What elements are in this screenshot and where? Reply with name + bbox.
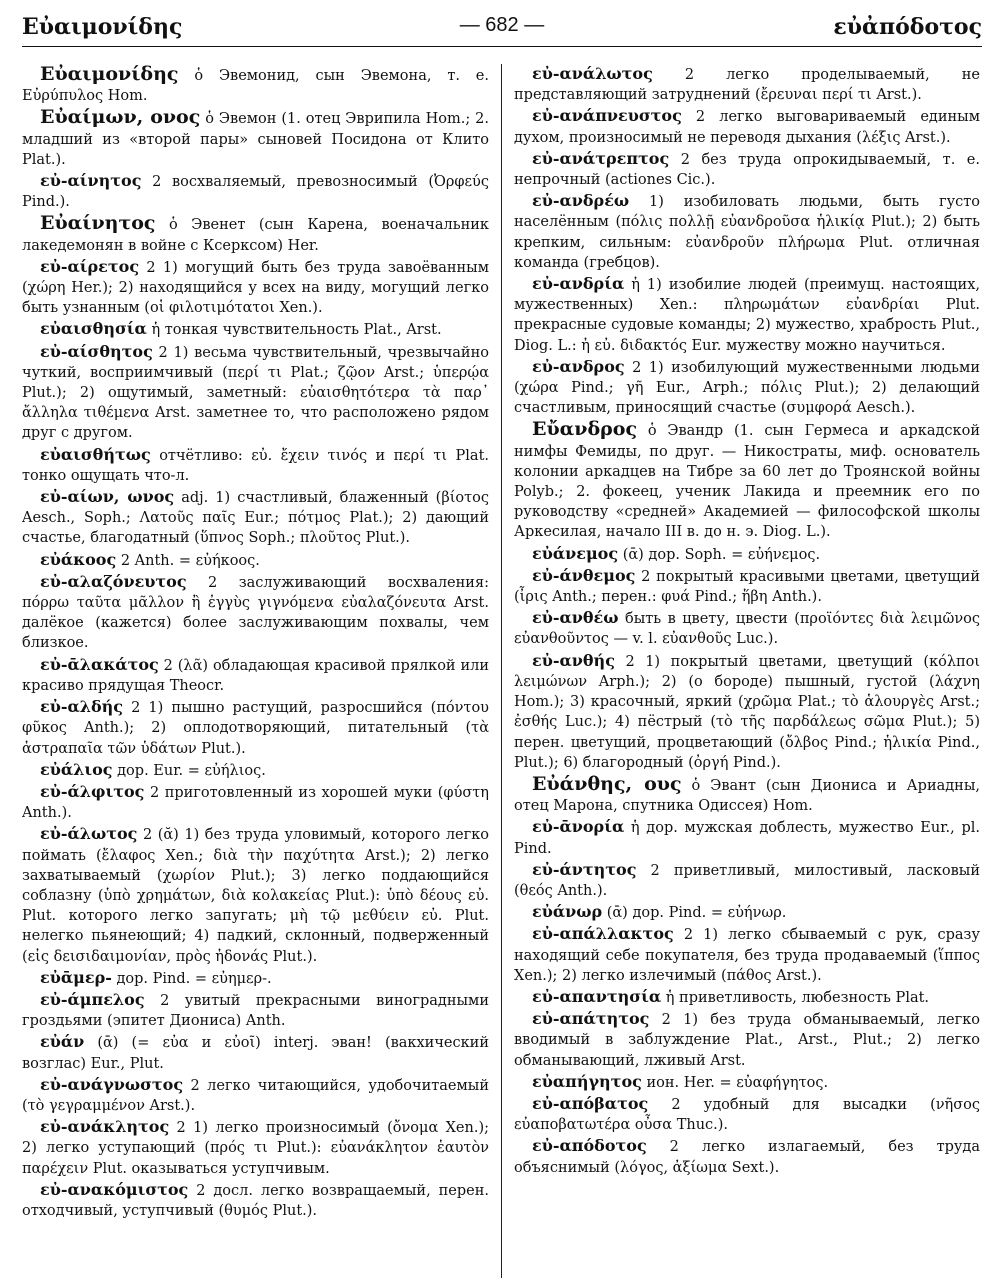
entry-headword: εὐ-αλδής: [40, 697, 124, 717]
entry-headword: εὐ-ᾱνορία: [532, 817, 625, 837]
entry-headword: εὐᾱμερ-: [40, 967, 112, 987]
dictionary-entry: [514, 651, 980, 773]
entry-definition: 1) изобиловать людьми, быть густо населённым (πόλις πολλῇ εὐανδροῦσα ἡλικίᾳ Plut.); 2) быть крепким, сильным: εὐανδροῦν πλήρωμα Plut. отличная команда (гребцов).: [514, 194, 980, 271]
entry-definition: 2 увитый прекрасными виноградными гроздьями (эпитет Диониса) Anth.: [22, 992, 489, 1030]
entry-definition: (ᾱ) дор. Soph. = εὐήνεμος.: [618, 546, 821, 563]
entry-headword: εὐ-απάτητος: [532, 1009, 650, 1029]
dictionary-entry: [514, 987, 980, 1008]
entry-headword: Εὐάνθης, ους: [532, 772, 682, 795]
entry-definition: 2 легко излагаемый, без труда объяснимый (λόγος, ἀξίωμα Sext.).: [514, 1139, 980, 1176]
entry-headword: εὐ-αλαζόνευτος: [40, 571, 187, 591]
page-header: [22, 8, 982, 47]
entry-headword: εὐάκοος: [40, 549, 117, 569]
entry-definition: дор. Eur. = εὐήλιος.: [112, 762, 266, 779]
entry-headword: εὐ-ανδρέω: [532, 191, 630, 211]
entry-definition: 2 легко выговариваемый единым духом, произносимый не переводя дыхания (λέξις Arst.).: [514, 109, 980, 146]
entry-headword: εὐάνωρ: [532, 902, 603, 922]
dictionary-entry: [514, 1094, 980, 1135]
entry-definition: (ᾱ) дор. Pind. = εὐήνωρ.: [602, 905, 787, 922]
entry-headword: εὐάν: [40, 1032, 85, 1052]
dictionary-entry: [22, 319, 489, 340]
dictionary-entry: [514, 1009, 980, 1071]
entry-definition: ὁ Эвант (сын Диониса и Ариадны, отец Марона, спутника Одиссея) Hom.: [514, 777, 980, 815]
entry-definition: ион. Her. = εὐαφήγητος.: [641, 1074, 829, 1091]
dictionary-entry: [22, 782, 489, 823]
dictionary-entry: [514, 774, 980, 816]
left-column: [22, 64, 501, 1278]
entry-definition: 2 (ᾰ) 1) без труда уловимый, которого легко поймать (ἔλαφος Xen.; διὰ τὴν παχύτητα Arst.); 2) легко захватываемый (χωρίον Plut.); 3) легко поддающийся соблазну (ὑπὸ χρημάτων, διὰ κολακείας Plut.): ὑπὸ δέους εὐ. Plut. которого легко запугать; μὴ τῷ μεθύειν εὐ. Plut. нелегко пьянеющий; 4) падкий, склонный, подверженный (εἰς δεισιδαιμονίαν, πρὸς ἡδονάς Plut.).: [22, 827, 489, 965]
entry-definition: 2 восхваляемый, превозносимый (Ὀρφεύς Pind.).: [22, 174, 489, 211]
entry-definition: ἡ дор. мужская доблесть, мужество Eur., pl. Pind.: [514, 820, 980, 857]
header-last-word: εὐἀπόδοτος: [833, 14, 982, 40]
dictionary-entry: [22, 1180, 489, 1221]
page-number: — 682 —: [459, 14, 545, 36]
entry-definition: ὁ Эвенет (сын Карена, военачальник лакедемонян в войне с Ксерксом) Her.: [22, 217, 489, 254]
dictionary-entry: [22, 1032, 489, 1073]
entry-headword: εὐ-αίσθητος: [40, 341, 153, 361]
dictionary-entry: [514, 357, 980, 419]
entry-headword: εὐάλιος: [40, 759, 113, 779]
entry-definition: 2 легко проделываемый, не представляющий затруднений (ἔρευναι περί τι Arst.).: [514, 67, 980, 104]
dictionary-entry: [22, 990, 489, 1031]
entry-headword: εὐ-ανάλωτος: [532, 64, 653, 83]
dictionary-entry: [22, 1075, 489, 1116]
dictionary-entry: [514, 274, 980, 356]
entry-headword: Εὐαίνητος: [40, 212, 156, 235]
entry-headword: εὐαπήγητος: [532, 1071, 642, 1091]
entry-headword: εὐ-άλφιτος: [40, 781, 145, 801]
dictionary-entry: [22, 257, 489, 319]
header-first-word: Εὐαιμονίδης: [22, 14, 183, 40]
entry-definition: дор. Pind. = εὐημερ-.: [111, 970, 272, 987]
dictionary-entry: [514, 1136, 980, 1177]
dictionary-entry: [514, 191, 980, 273]
entry-headword: εὐ-απάλλακτος: [532, 924, 674, 944]
dictionary-entry: [22, 572, 489, 654]
entry-definition: быть в цвету, цвести (προϊόντες διὰ λειμῶνος εὐανθοῦντος — v. l. εὐανθοῦς Luc.).: [514, 611, 980, 648]
dictionary-entry: [22, 824, 489, 966]
entry-headword: εὐ-αίνητος: [40, 171, 142, 191]
entry-definition: 2 заслуживающий восхваления: πόρρω ταῦτα μᾶλλον ἢ ἐγγὺς γιγνόμενα εὐαλαζόνευτα Arst. далёкое (кажется) более заслуживающим похвалы, чем близкое.: [22, 574, 489, 652]
entry-headword: εὐ-αίων, ωνος: [40, 487, 175, 507]
entry-definition: 2 1) покрытый цветами, цветущий (κόλποι λειμώνων Arph.); 2) (о бороде) пышный, густой (λάχνη Hom.); 3) красочный, яркий (χρῶμα Plat.; τὸ ἁλουργὲς Arst.; ἐσθής Luc.); 4) пёстрый (τὸ τῆς παρδάλεως σῶμα Plut.); 5) перен. цветущий, процветающий (ὄλβος Pind.; ἡλικία Pind., Plut.); 6) благородный (ὀργή Pind.).: [514, 653, 980, 771]
entry-definition: 2 досл. легко возвращаемый, перен. отходчивый, уступчивый (θυμός Plut.).: [22, 1182, 489, 1219]
dictionary-entry: [22, 107, 489, 170]
entry-headword: εὐ-ανθέω: [532, 608, 619, 628]
entry-definition: ὁ Эвандр (1. сын Гермеса и аркадской нимфы Фемиды, по друг. — Никостраты, миф. основатель колонии аркадцев на Тибре за 60 лет до Троянской войны Polyb.; 2. фокеец, ученик Лакида и преемник его по руководству «средней» Академией — философской школы Аркесилая, начало III в. до н. э. Diog. L.).: [514, 423, 980, 541]
entry-headword: Εὐαιμονίδης: [40, 64, 179, 85]
entry-headword: εὐ-ανάτρεπτος: [532, 148, 670, 168]
dictionary-entry: [514, 419, 980, 542]
dictionary-entry: [514, 106, 980, 147]
entry-headword: Εὔανδρος: [532, 418, 638, 441]
entry-headword: εὐ-ανδρία: [532, 274, 625, 294]
entry-headword: εὐ-ᾱλακάτος: [40, 654, 159, 674]
entry-definition: 2 приветливый, милостивый, ласковый (θεός Anth.).: [514, 862, 980, 899]
dictionary-entry: [514, 902, 980, 923]
right-column: [501, 64, 980, 1278]
entry-definition: 2 1) легко произносимый (ὄνομα Xen.); 2) легко уступающий (πρός τι Plut.): εὐανάκλητον ἑαυτὸν παρέχειν Plut. оказываться уступчивым.: [22, 1120, 489, 1177]
entry-headword: εὐ-άμπελος: [40, 989, 145, 1009]
dictionary-entry: [514, 817, 980, 858]
entry-definition: 2 покрытый красивыми цветами, цветущий (ἶρις Anth.; перен.: φυά Pind.; ἥβη Anth.).: [514, 568, 980, 606]
dictionary-entry: [22, 760, 489, 781]
dictionary-entry: [22, 550, 489, 571]
dictionary-entry: [514, 924, 980, 986]
dictionary-entry: [514, 608, 980, 649]
entry-headword: εὐ-ανθής: [532, 650, 615, 670]
dictionary-entry: [22, 697, 489, 759]
dictionary-entry: [22, 487, 489, 549]
entry-definition: 2 без труда опрокидываемый, т. е. непрочный (actiones Cic.).: [514, 151, 980, 189]
entry-definition: 2 легко читающийся, удобочитаемый (τὸ γεγραμμένον Arst.).: [22, 1077, 489, 1114]
entry-headword: εὐ-άνθεμος: [532, 565, 636, 585]
dictionary-entry: [514, 566, 980, 607]
entry-headword: εὐ-ανάκλητος: [40, 1117, 170, 1137]
entry-definition: 2 1) без труда обманываемый, легко вводимый в заблуждение Plat., Arst., Plut.; 2) легко обманывающий, лживый Arst.: [514, 1012, 980, 1069]
dictionary-entry: [22, 171, 489, 212]
dictionary-entry: [22, 655, 489, 696]
entry-definition: 2 1) могущий быть без труда завоёванным (χώρη Her.); 2) находящийся у всех на виду, могущий легко быть узнанным (οἱ φιλοτιμότατοι Xen.).: [22, 259, 489, 317]
entry-headword: Εὐαίμων, ονος: [40, 106, 201, 129]
dictionary-entry: [22, 1117, 489, 1179]
entry-headword: εὐ-άλωτος: [40, 824, 138, 844]
entry-definition: 2 (λᾶ) обладающая красивой прялкой или красиво прядущая Theocr.: [22, 657, 489, 694]
entry-headword: εὐ-ανάγνωστος: [40, 1074, 184, 1094]
entry-definition: adj. 1) счастливый, блаженный (βίοτος Aesch., Soph.; Λατοῦς παῖς Eur.; πότμος Plat.); 2) дающий счастье, благодатный (ὕπνος Soph.; πλοῦτος Plut.).: [22, 490, 489, 547]
entry-headword: εὐ-απόδοτος: [532, 1136, 647, 1156]
entry-headword: εὐ-απόβατος: [532, 1093, 649, 1113]
entry-definition: отчётливо: εὐ. ἔχειν τινός и περί τι Plat. тонко ощущать что-л.: [22, 447, 489, 484]
entry-headword: εὐάνεμος: [532, 543, 619, 563]
entry-definition: 2 1) легко сбываемый с рук, сразу находящий себе покупателя, без труда продаваемый (ἵππος Xen.); 2) легко излечимый (πάθος Arst.).: [514, 927, 980, 984]
entry-headword: εὐ-άντητος: [532, 859, 637, 879]
dictionary-entry: [514, 64, 980, 105]
dictionary-entry: [22, 342, 489, 444]
dictionary-entry: [22, 968, 489, 989]
dictionary-entry: [514, 860, 980, 901]
dictionary-entry: [22, 64, 489, 106]
entry-headword: εὐ-ανακόμιστος: [40, 1179, 189, 1199]
entry-definition: ἡ приветливость, любезность Plat.: [661, 989, 930, 1006]
entry-definition: 2 1) пышно растущий, разросшийся (πόντου φῦκος Anth.); 2) оплодотворяющий, питательный (τὰ ἀστραπαῖα τῶν ὑδάτων Plut.).: [22, 700, 489, 757]
entry-definition: ἡ тонкая чувствительность Plat., Arst.: [146, 322, 442, 339]
entry-definition: 2 Anth. = εὐήκοος.: [116, 552, 260, 569]
entry-headword: εὐαισθησία: [40, 319, 147, 339]
dictionary-entry: [514, 544, 980, 565]
dictionary-entry: [514, 149, 980, 190]
entry-definition: ὁ Эвемонид, сын Эвемона, т. е. Εὐρύπυλος Hom.: [22, 68, 489, 105]
entry-headword: εὐ-ανάπνευστος: [532, 106, 682, 126]
entry-definition: ἡ 1) изобилие людей (преимущ. настоящих, мужественных) Xen.: πληρωμάτων εὐανδρίαι Plut. прекрасные судовые команды; 2) мужество, храбрость Plut., Diog. L.: ἡ εὐ. διδακτός Eur. мужеству можно научиться.: [514, 277, 980, 354]
entry-headword: εὐ-απαντησία: [532, 986, 662, 1006]
entry-definition: 2 удобный для высадки (νῆσος εὐαποβατωτέρα οὖσα Thuc.).: [514, 1096, 980, 1134]
dictionary-entry: [22, 445, 489, 486]
entry-headword: εὐαισθήτως: [40, 444, 151, 464]
entry-definition: (ᾱ) (= εὐα и εὐοῖ) interj. эван! (вакхический возглас) Eur., Plut.: [22, 1035, 489, 1072]
entry-definition: 2 1) изобилующий мужественными людьми (χώρα Pind.; γῆ Eur., Arph.; πόλις Plut.); 2) делающий счастливым, приносящий счастье (συμφορά Aesch.).: [514, 359, 980, 417]
text-columns: [22, 64, 982, 1278]
entry-headword: εὐ-αίρετος: [40, 256, 140, 276]
entry-definition: 2 приготовленный из хорошей муки (φύστη Anth.).: [22, 784, 489, 822]
dictionary-entry: [22, 213, 489, 255]
dictionary-entry: [514, 1072, 980, 1093]
entry-definition: 2 1) весьма чувствительный, чрезвычайно чуткий, восприимчивый (περί τι Plat.; ζῷον Arst.; ὑπερῴα Plut.); 2) ощутимый, заметный: εὐαισθητότερα τὰ παρ᾽ ἄλληλα τιθέμενα Arst. заметнее то, что расположено рядом друг с другом.: [22, 344, 489, 442]
entry-definition: ὁ Эвемон (1. отец Эврипила Hom.; 2. младший из «второй пары» сыновей Посидона от Клито Plat.).: [22, 111, 489, 168]
entry-headword: εὐ-ανδρος: [532, 356, 625, 376]
